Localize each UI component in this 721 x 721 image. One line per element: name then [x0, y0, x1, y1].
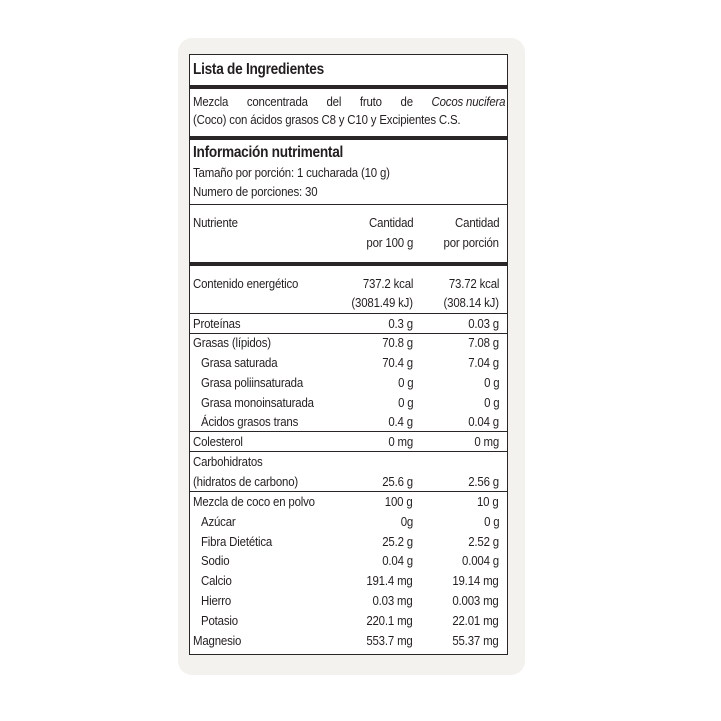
- nutrient-label: Azúcar: [201, 514, 236, 529]
- nutrient-value-per-portion: 0.004 g: [462, 553, 499, 568]
- nutrient-label: Ácidos grasos trans: [201, 414, 299, 429]
- nutrient-value-per-100g: 0 g: [397, 395, 413, 410]
- ingredients-line-1: [193, 94, 505, 110]
- nutrient-label: Grasa poliinsaturada: [201, 375, 304, 390]
- divider-thin: [190, 431, 507, 432]
- nutrient-label: Colesterol: [193, 434, 243, 449]
- nutrient-value-per-portion: 0 g: [483, 375, 499, 390]
- nutrient-value-per-portion: 7.08 g: [468, 335, 499, 350]
- nutrient-label: Carbohidratos: [193, 454, 263, 469]
- energy-per-100g-kcal: 737.2 kcal: [362, 276, 413, 291]
- nutrient-value-per-portion: 2.56 g: [468, 474, 499, 489]
- nutrient-value-per-100g: 0 g: [397, 375, 413, 390]
- ingredients-word: del: [326, 94, 342, 109]
- divider-thick: [190, 136, 507, 140]
- nutrient-label: Proteínas: [193, 316, 241, 331]
- energy-per-portion-kj: (308.14 kJ): [443, 295, 499, 310]
- divider-thin: [190, 313, 507, 314]
- ingredients-line-2: (Coco) con ácidos grasos C8 y C10 y Excipientes C.S.: [193, 112, 461, 127]
- energy-label: Contenido energético: [193, 276, 299, 291]
- column-header-per-portion: Cantidad: [454, 215, 499, 230]
- nutrient-value-per-100g: 0 mg: [388, 434, 413, 449]
- nutrient-value-per-portion: 7.04 g: [468, 355, 499, 370]
- nutrient-label: Potasio: [201, 613, 238, 628]
- nutrient-label: Grasas (lípidos): [193, 335, 271, 350]
- nutrient-value-per-100g: 553.7 mg: [366, 633, 413, 648]
- nutrient-value-per-portion: 0.003 mg: [452, 593, 499, 608]
- divider-thin: [190, 333, 507, 334]
- ingredients-scientific-name: Cocos nucifera: [431, 94, 506, 109]
- nutrient-value-per-portion: 10 g: [477, 494, 499, 509]
- column-header-nutrient: Nutriente: [193, 215, 238, 230]
- nutrient-label: Magnesio: [193, 633, 242, 648]
- nutrient-value-per-100g: 70.8 g: [382, 335, 413, 350]
- nutrient-value-per-100g: 0.4 g: [388, 414, 413, 429]
- nutrient-value-per-100g: 220.1 mg: [366, 613, 413, 628]
- energy-per-portion-kcal: 73.72 kcal: [448, 276, 499, 291]
- nutrient-value-per-portion: 2.52 g: [468, 534, 499, 549]
- serving-size: Tamaño por porción: 1 cucharada (10 g): [193, 165, 390, 180]
- nutrition-title: Información nutrimental: [193, 144, 344, 161]
- ingredients-word: concentrada: [246, 94, 308, 109]
- nutrient-value-per-100g: 100 g: [385, 494, 413, 509]
- nutrient-value-per-100g: 25.2 g: [382, 534, 413, 549]
- nutrient-label: Calcio: [201, 573, 232, 588]
- nutrient-value-per-100g: 0.3 g: [388, 316, 413, 331]
- column-header-per-portion-sub: por porción: [443, 235, 499, 250]
- nutrient-value-per-100g: 0.03 mg: [372, 593, 413, 608]
- nutrient-value-per-portion: 0.04 g: [468, 414, 499, 429]
- nutrient-value-per-portion: 0 g: [483, 514, 499, 529]
- nutrient-value-per-portion: 0 mg: [474, 434, 499, 449]
- column-header-per-100g: Cantidad: [368, 215, 413, 230]
- divider-thick: [190, 85, 507, 89]
- nutrient-value-per-portion: 0 g: [483, 395, 499, 410]
- servings-count: Numero de porciones: 30: [193, 184, 318, 199]
- nutrient-value-per-100g: 0g: [400, 514, 413, 529]
- nutrient-label: Sodio: [201, 553, 230, 568]
- nutrient-label: (hidratos de carbono): [193, 474, 299, 489]
- ingredients-word: de: [400, 94, 413, 109]
- nutrient-label: Fibra Dietética: [201, 534, 273, 549]
- nutrient-label: Grasa saturada: [201, 355, 278, 370]
- energy-per-100g-kj: (3081.49 kJ): [351, 295, 413, 310]
- nutrient-label: Mezcla de coco en polvo: [193, 494, 315, 509]
- column-header-per-100g-sub: por 100 g: [366, 235, 413, 250]
- divider-thick: [190, 262, 507, 266]
- divider-thin: [190, 451, 507, 452]
- nutrient-value-per-100g: 25.6 g: [382, 474, 413, 489]
- nutrient-label: Hierro: [201, 593, 232, 608]
- nutrient-value-per-100g: 191.4 mg: [366, 573, 413, 588]
- ingredients-word: fruto: [359, 94, 382, 109]
- nutrient-label: Grasa monoinsaturada: [201, 395, 314, 410]
- ingredients-word: Mezcla: [193, 94, 229, 109]
- nutrient-value-per-100g: 70.4 g: [382, 355, 413, 370]
- divider-thin: [190, 491, 507, 492]
- nutrient-value-per-portion: 22.01 mg: [452, 613, 499, 628]
- divider-thin: [190, 204, 507, 205]
- nutrient-value-per-100g: 0.04 g: [382, 553, 413, 568]
- nutrient-value-per-portion: 0.03 g: [468, 316, 499, 331]
- nutrient-value-per-portion: 55.37 mg: [452, 633, 499, 648]
- ingredients-title: Lista de Ingredientes: [193, 61, 324, 78]
- nutrient-value-per-portion: 19.14 mg: [452, 573, 499, 588]
